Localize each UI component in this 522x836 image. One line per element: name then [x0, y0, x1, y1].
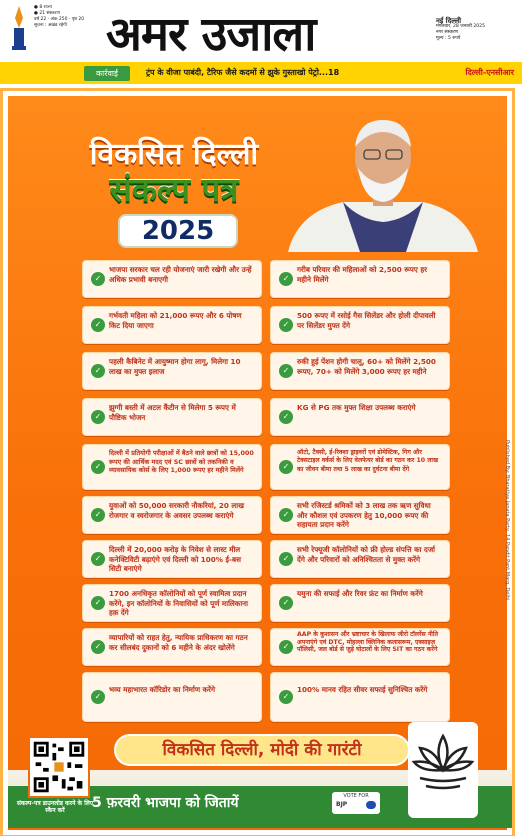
promise-card: ✓ भाजपा सरकार चल रही योजनाएं जारी रखेगी और उन्हें अधिक प्रभावी बनाएगी: [82, 260, 262, 298]
edition-info: नई दिल्ली मंगलवार, 28 जनवरी 2025 नगर संस्करण मूल्य : 5 रुपये: [436, 17, 486, 41]
check-icon: ✓: [91, 364, 105, 378]
ad-year: 2025: [118, 214, 238, 248]
check-icon: ✓: [279, 640, 293, 654]
qr-caption: संकल्प-पत्र डाउनलोड करने के लिए स्कैन करें: [16, 800, 94, 814]
check-icon: ✓: [91, 410, 105, 424]
guarantee-banner: विकसित दिल्ली, मोदी की गारंटी: [114, 734, 410, 766]
vote-button-icon: [366, 801, 376, 809]
promise-card: ✓ गरीब परिवार की महिलाओं को 2,500 रूपए हर महीने मिलेंगे: [270, 260, 450, 298]
check-icon: ✓: [279, 460, 293, 474]
qr-code-icon[interactable]: [28, 736, 90, 798]
promise-card: ✓ AAP के कुशासन और भ्रष्टाचार के खिलाफ जीरो टॉलरेंस नीति अपनाएंगे एवं DTC, मोहल्ला क्लिनिक कलासरूम, एक्साइज़ पॉलिसी, जल बोर्ड से जुड़े घोटालों के लिए SIT का गठन करेंगे: [270, 628, 450, 666]
check-icon: ✓: [279, 508, 293, 522]
check-icon: ✓: [279, 364, 293, 378]
evm-vote-button: VOTE FOR BJP: [332, 792, 380, 814]
promise-card: ✓ यमुना की सफाई और रिवर फ्रंट का निर्माण करेंगे: [270, 584, 450, 622]
check-icon: ✓: [91, 508, 105, 522]
check-icon: ✓: [91, 640, 105, 654]
publisher-note: Published By: Bharatiya Janata Party, 14 Pandit Pant Marg, Delhi: [504, 440, 510, 601]
party-name: BJP: [336, 801, 348, 808]
ad-title-line2: संकल्प पत्र: [109, 170, 239, 209]
check-icon: ✓: [91, 272, 105, 286]
promise-card: ✓ व्यापारियों को राहत हेतु, न्यायिक प्राधिकरण का गठन कर सीलबंद दुकानों को 6 महीने के अंदर खोलेंगे: [82, 628, 262, 666]
ticker-headline[interactable]: ट्रंप के वीजा पाबंदी, टैरिफ जैसे कदमों से झुके गुस्ताखो पेट्रो...18: [146, 68, 340, 77]
region-label[interactable]: दिल्ली-एनसीआर: [465, 68, 514, 77]
leader-portrait: [288, 102, 478, 252]
promise-card: ✓ KG से PG तक मुफ्त शिक्षा उपलब्ध कराएंगे: [270, 398, 450, 436]
promise-card: ✓ सभी रजिस्टर्ड श्रमिकों को 3 लाख तक ऋण सुविधा और कौशल एवं उपकरण हेतु 10,000 रूपए की सहायता प्रदान करेंगे: [270, 496, 450, 534]
bjp-lotus-logo-icon: [408, 722, 478, 818]
check-icon: ✓: [91, 318, 105, 332]
check-icon: ✓: [279, 318, 293, 332]
check-icon: ✓: [91, 552, 105, 566]
vote-cta: 5 फ़रवरी भाजपा को जितायें: [92, 795, 239, 811]
promise-card: ✓ झुग्गी बस्ती में अटल कैंटीन से मिलेगा 5 रूपए में पौष्टिक भोजन: [82, 398, 262, 436]
ad-title-line1: विकसित दिल्ली: [89, 137, 259, 172]
news-ticker: [0, 62, 522, 84]
check-icon: ✓: [91, 460, 105, 474]
promise-card: ✓ 500 रूपए में रसोई गैस सिलेंडर और होली दीपावली पर सिलेंडर मुफ्त देंगे: [270, 306, 450, 344]
promise-card: ✓ दिल्ली में 20,000 करोड़ के निवेश से लास्ट मील कनेक्टिविटी बढ़ाएंगे एवं दिल्ली को 100% ई-बस सिटी बनाएंगे: [82, 540, 262, 578]
check-icon: ✓: [279, 596, 293, 610]
masthead-info: ● 8 राज्य ● 21 संस्करण वर्ष 22 · अंक 250 · पृष्ठ 20 सूचना : अखंड रहेगी: [34, 5, 85, 28]
newspaper-brand[interactable]: अमर उजाला: [106, 7, 316, 62]
check-icon: ✓: [279, 272, 293, 286]
promise-card: ✓ युवाओं को 50,000 सरकारी नौकरियां, 20 लाख रोजगार व स्वरोजगार के अवसर उपलब्ध कराएंगे: [82, 496, 262, 534]
promise-card: ✓ सभी रेफ्यूजी कॉलोनियों को फ्री होल्ड संपत्ति का दर्जा देंगे और परिवारों को अनिश्चितता से मुक्त करेंगे: [270, 540, 450, 578]
promise-card: ✓ गर्भवती महिला को 21,000 रूपए और 6 पोषण किट दिया जाएगा: [82, 306, 262, 344]
promise-card: ✓ पहली कैबिनेट में आयुष्मान होगा लागू, मिलेगा 10 लाख का मुफ्त इलाज: [82, 352, 262, 390]
check-icon: ✓: [91, 690, 105, 704]
promise-card: ✓ दिल्ली में प्रतियोगी परीक्षाओं में बैठने वाले छात्रों को 15,000 रूपए की आर्थिक मदद एवं SC छात्रों को तकनिकी व व्यावसायिक कोर्स के लिए 1,000 रूपए हर महीने मिलेंगे: [82, 444, 262, 490]
promise-card: ✓ 1700 अनधिकृत कॉलोनियों को पूर्ण स्वामित्व प्रदान करेंगे, इन कॉलोनियों के निवासियों को पूर्ण मालिकाना हक़ देंगे: [82, 584, 262, 622]
check-icon: ✓: [279, 410, 293, 424]
promise-card: ✓ रुकी हुई पेंशन होगी चालू, 60+ को मिलेंगे 2,500 रूपए, 70+ को मिलेंगे 3,000 रूपए हर महीने: [270, 352, 450, 390]
masthead: [0, 0, 522, 62]
ticker-tag[interactable]: कार्रवाई: [84, 66, 130, 81]
promise-card: ✓ 100% मानव रहित सीवर सफाई सुनिश्चित करेंगे: [270, 672, 450, 722]
newspaper-logo-icon: [8, 4, 30, 52]
check-icon: ✓: [279, 552, 293, 566]
promise-card: ✓ भव्य महाभारत कॉरिडोर का निर्माण करेंगे: [82, 672, 262, 722]
check-icon: ✓: [279, 690, 293, 704]
check-icon: ✓: [91, 596, 105, 610]
promise-card: ✓ ऑटो, टैक्सी, ई-रिक्शा ड्राइवरों एवं डोमेस्टिक, गिग और टेक्सटाइल वर्कर्स के लिए वेलफेयर बोर्ड का गठन कर 10 लाख का जीवन बीमा तथा 5 लाख का दुर्घटना बीमा देंगे: [270, 444, 450, 490]
